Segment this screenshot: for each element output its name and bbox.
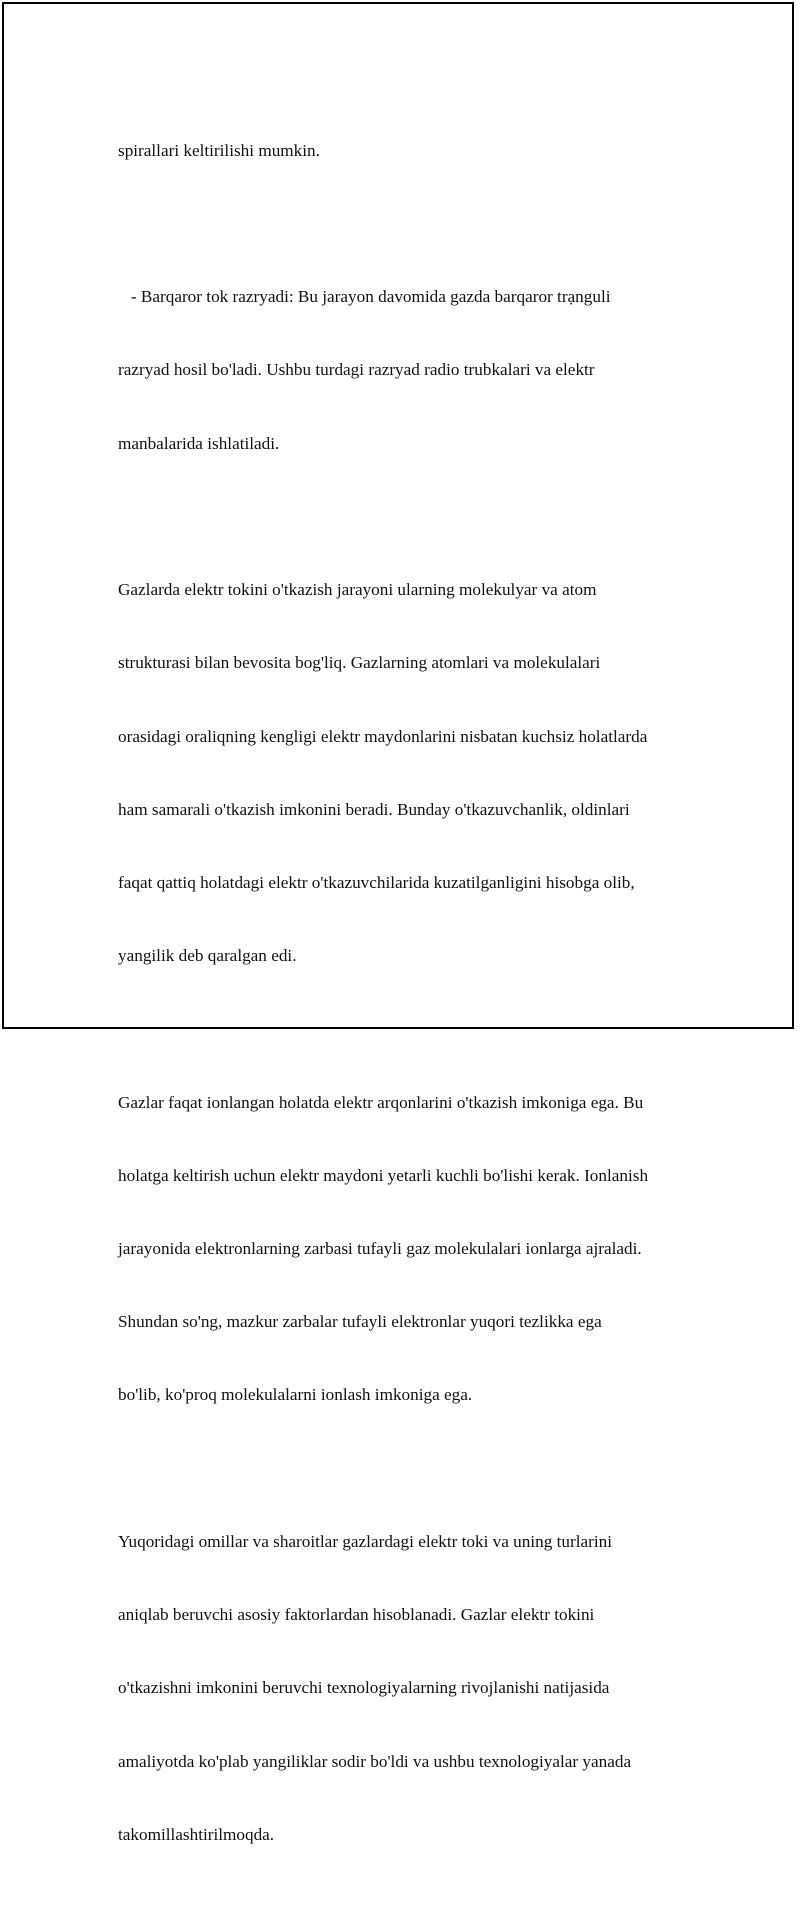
text-line: aniqlab beruvchi asosiy faktorlardan hisoblanadi. Gazlar elektr tokini: [118, 1605, 595, 1625]
text-line: Gazlarda elektr tokini o'tkazish jarayoni ularning molekulyar va atom: [118, 580, 597, 600]
text-line: o'tkazishni imkonini beruvchi texnologiyalarning rivojlanishi natijasida: [118, 1678, 610, 1698]
text-line: manbalarida ishlatiladi.: [118, 433, 280, 453]
text-line: jarayonida elektronlarning zarbasi tufayli gaz molekulalari ionlarga ajraladi.: [118, 1239, 642, 1259]
paragraph-2: [118, 236, 688, 504]
paragraph-5: [118, 1481, 688, 1896]
paragraph-1: [118, 90, 688, 212]
text-line: yangilik deb qaralgan edi.: [118, 946, 297, 966]
text-line: Gazlar faqat ionlangan holatda elektr arqonlarini o'tkazish imkoniga ega. Bu: [118, 1092, 644, 1112]
text-line: Shundan so'ng, mazkur zarbalar tufayli elektronlar yuqori tezlikka ega: [118, 1312, 602, 1332]
text-line: Yuqoridagi omillar va sharoitlar gazlardagi elektr toki va uning turlarini: [118, 1531, 612, 1551]
text-line: spirallari keltirilishi mumkin.: [118, 140, 320, 160]
text-line: razryad hosil bo'ladi. Ushbu turdagi razryad radio trubkalari va elektr: [118, 360, 595, 380]
text-line: ham samarali o'tkazish imkonini beradi. Bunday o'tkazuvchanlik, oldinlari: [118, 799, 630, 819]
paragraph-3: [118, 529, 688, 1017]
text-line: faqat qattiq holatdagi elektr o'tkazuvchilarida kuzatilganligini hisobga olib,: [118, 872, 635, 892]
text-line: takomillashtirilmoqda.: [118, 1824, 275, 1844]
text-line: - Barqaror tok razryadi: Bu jarayon davomida gazda barqaror trạnguli: [118, 287, 611, 307]
text-line: holatga keltirish uchun elektr maydoni yetarli kuchli bo'lishi kerak. Ionlanish: [118, 1165, 649, 1185]
text-line: orasidagi oraliqning kengligi elektr maydonlarini nisbatan kuchsiz holatlarda: [118, 726, 648, 746]
paragraph-4: [118, 1042, 688, 1457]
text-line: amaliyotda ko'plab yangiliklar sodir bo'ldi va ushbu texnologiyalar yanada: [118, 1751, 632, 1771]
document-body: [118, 90, 688, 1920]
text-line: bo'lib, ko'proq molekulalarni ionlash imkoniga ega.: [118, 1385, 473, 1405]
text-line: strukturasi bilan bevosita bog'liq. Gazlarning atomlari va molekulalari: [118, 653, 601, 673]
